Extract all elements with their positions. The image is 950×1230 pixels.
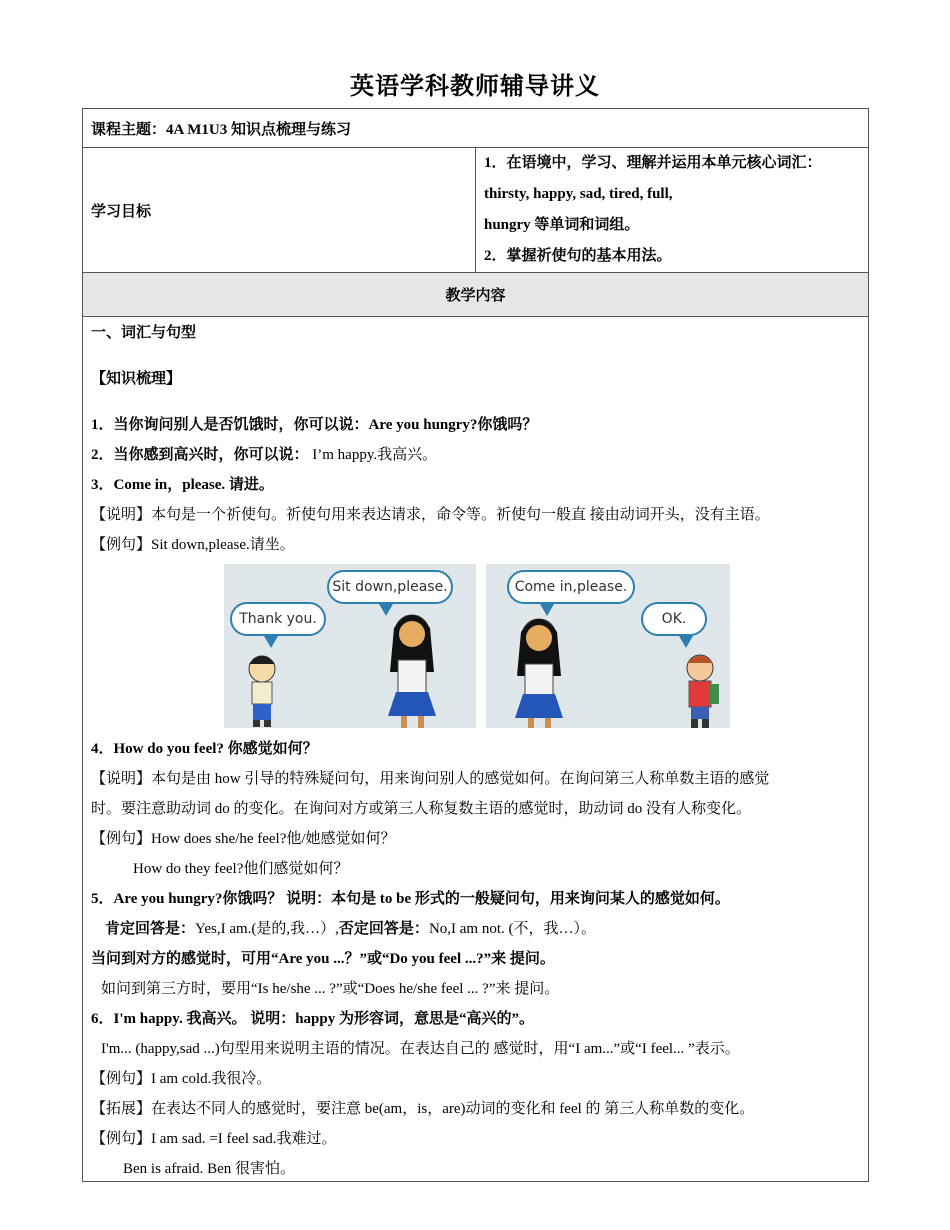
dialogue-illustration (224, 564, 730, 728)
speech-bubble-thank-you: Thank you. (230, 602, 326, 636)
item-6: 6．I'm happy. 我高兴。 说明：happy 为形容词，意思是“高兴的”。 (91, 1011, 534, 1027)
speech-bubble-tail (679, 636, 693, 648)
speech-bubble-ok: OK. (641, 602, 707, 636)
course-topic: 课程主题：4A M1U3 知识点梳理与练习 (83, 109, 869, 148)
section-header: 教学内容 (83, 273, 869, 317)
negative-answer: No,I am not. (不，我…）。 (428, 921, 597, 937)
item-6-note: I'm... (happy,sad ...)句型用来说明主语的情况。在表达自己的 感觉时，用“I am...”或“I feel... ”表示。 (101, 1041, 740, 1057)
goals-label: 学习目标 (83, 148, 476, 273)
item-1: 1．当你询问别人是否饥饿时，你可以说：Are you hungry?你饿吗？ (91, 417, 538, 433)
goal-line-3: 2．掌握祈使句的基本用法。 (484, 248, 672, 264)
content-heading: 一、词汇与句型 (91, 325, 197, 341)
content-row (83, 317, 869, 1182)
speech-bubble-tail (379, 604, 393, 616)
item-6-example-2: 【例句】I am sad. =I feel sad.我难过。 (91, 1131, 337, 1147)
goal-line-1: 1．在语境中，学习、理解并运用本单元核心词汇： thirsty, happy, sad, tired, full, (484, 155, 822, 202)
lesson-table (82, 108, 869, 1182)
girl-figure-left (388, 615, 436, 728)
item-5-ask-third-person: 如问到第三方时，要用“Is he/she ... ?”或“Does he/she feel ... ?”来 提问。 (101, 981, 560, 997)
content-cell (83, 317, 869, 1182)
illustration-divider (478, 564, 484, 728)
speech-bubble-tail (264, 636, 278, 648)
item-4-note-2: 时。要注意助动词 do 的变化。在询问对方或第三人称复数主语的感觉时，助动词 do 没有人称变化。 (91, 801, 752, 817)
item-4-note-1: 【说明】本句是由 how 引导的特殊疑问句，用来询问别人的感觉如何。在询问第三人称单数主语的感觉 (91, 771, 770, 787)
item-3-note: 【说明】本句是一个祈使句。祈使句用来表达请求，命令等。祈使句一般直 接由动词开头，没有主语。 (91, 507, 770, 523)
negative-answer-label: 否定回答是： (338, 921, 429, 937)
girl-figure-right (515, 619, 563, 728)
item-4-example-1: 【例句】How does she/he feel?他/她感觉如何？ (91, 831, 396, 847)
positive-answer-label: 肯定回答是： (105, 921, 196, 937)
goals-content (476, 148, 869, 273)
item-3-example: 【例句】Sit down,please.请坐。 (91, 537, 295, 553)
item-5: 5．Are you hungry?你饿吗？ 说明：本句是 to be 形式的一般疑问句，用来询问某人的感觉如何。 (91, 891, 730, 907)
item-2 (91, 445, 860, 465)
speech-bubble-come-in: Come in,please. (507, 570, 635, 604)
item-5-ask-second-person: 当问到对方的感觉时，可用“Are you ...？”或“Do you feel ...?”来 提问。 (91, 951, 555, 967)
speech-bubble-tail (540, 604, 554, 616)
goals-row (83, 148, 869, 273)
topic-row (83, 109, 869, 148)
positive-answer: Yes,I am.(是的,我…）, (195, 921, 339, 937)
item-2-lead: 2．当你感到高兴时，你可以说： (91, 447, 309, 463)
item-4-example-2: How do they feel?他们感觉如何？ (133, 861, 349, 877)
item-6-example: 【例句】I am cold.我很冷。 (91, 1071, 272, 1087)
item-6-example-3: Ben is afraid. Ben 很害怕。 (123, 1161, 296, 1177)
section-header-row (83, 273, 869, 317)
goal-line-2: hungry 等单词和词组。 (484, 217, 640, 233)
item-6-extension: 【拓展】在表达不同人的感觉时，要注意 be(am，is，are)动词的变化和 feel 的 第三人称单数的变化。 (91, 1101, 755, 1117)
content-subheading: 【知识梳理】 (91, 371, 182, 387)
item-3: 3．Come in，please. 请进。 (91, 477, 274, 493)
item-2-rest: I’m happy.我高兴。 (308, 447, 438, 463)
page-title: 英语学科教师辅导讲义 (350, 74, 600, 100)
item-5-answers (91, 919, 860, 939)
item-4: 4．How do you feel? 你感觉如何？ (91, 741, 318, 757)
speech-bubble-sit-down: Sit down,please. (327, 570, 453, 604)
